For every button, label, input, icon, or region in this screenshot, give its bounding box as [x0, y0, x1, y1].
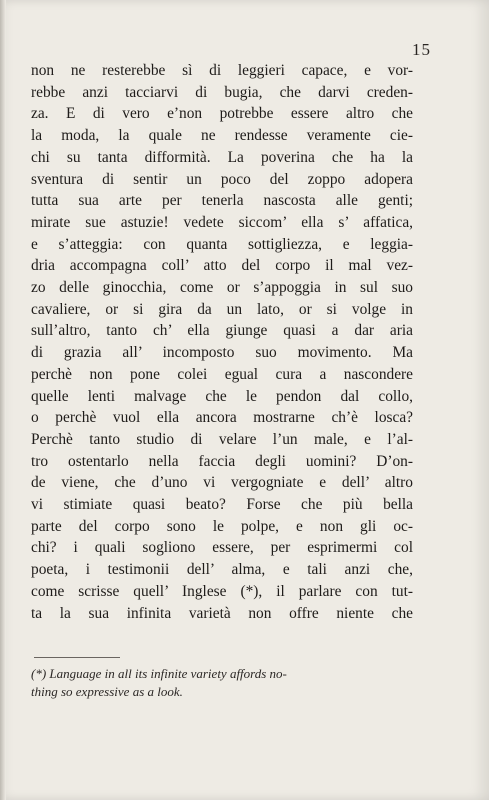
text-line: e s’atteggia: con quanta sottigliezza, e leggia- [31, 235, 413, 253]
text-line: o perchè vuol ella ancora mostrarne ch’è losca? [31, 409, 413, 427]
text-line: di grazia all’ incomposto suo movimento. Ma [31, 344, 413, 362]
text-line: la moda, la quale ne rendesse veramente cie- [31, 127, 413, 145]
footnote-line: thing so expressive as a look. [31, 684, 183, 699]
footnote-divider [34, 657, 120, 658]
text-line: chi? i quali sogliono essere, per esprimermi col [31, 539, 413, 557]
text-line: vi stimiate quasi beato? Forse che più bella [31, 496, 413, 514]
text-line: Perchè tanto studio di velare l’un male, e l’al- [31, 430, 413, 448]
body-text [31, 60, 413, 624]
text-line: non ne resterebbe sì di leggieri capace, e vor- [31, 62, 413, 79]
text-line: chi su tanta difformità. La poverina che ha la [31, 148, 413, 166]
text-line: perchè non pone colei egual cura a nascondere [31, 365, 413, 383]
text-line: dria accompagna coll’ atto del corpo il mal vez- [31, 257, 413, 275]
text-line: poeta, i testimonii dell’ alma, e tali anzi che, [31, 561, 413, 579]
text-line: quelle lenti malvage che le pendon dal collo, [31, 387, 413, 405]
text-line: sventura di sentir un poco del zoppo adopera [31, 170, 413, 188]
text-line: come scrisse quell’ Inglese (*), il parlare con tut- [31, 582, 413, 600]
text-line: zo delle ginocchia, come or s’appoggia in sul suo [31, 279, 413, 297]
text-line: ta la sua infinita varietà non offre niente che [31, 604, 413, 622]
text-line: tro ostentarlo nella faccia degli uomini? D’on- [31, 452, 413, 470]
text-line: parte del corpo sono le polpe, e non gli oc- [31, 517, 413, 535]
text-line: cavaliere, or si gira da un lato, or si volge in [31, 300, 413, 318]
page-number: 15 [412, 40, 431, 59]
page-spine-shadow [0, 0, 6, 800]
text-line: mirate sue astuzie! vedete siccom’ ella s’ affatica, [31, 213, 413, 231]
text-line: za. E di vero e’non potrebbe essere altro che [31, 105, 413, 123]
text-line: de viene, che d’uno vi vergogniate e dell’ altro [31, 474, 413, 492]
text-line: sull’altro, tanto ch’ ella giunge quasi a dar aria [31, 322, 413, 340]
footnote-line: (*) Language in all its infinite variety affords no- [31, 666, 287, 681]
text-line: tutta sua arte per tenerla nascosta alle genti; [31, 192, 413, 210]
footnote [31, 665, 413, 701]
text-line: rebbe anzi tacciarvi di bugia, che darvi creden- [31, 83, 413, 101]
